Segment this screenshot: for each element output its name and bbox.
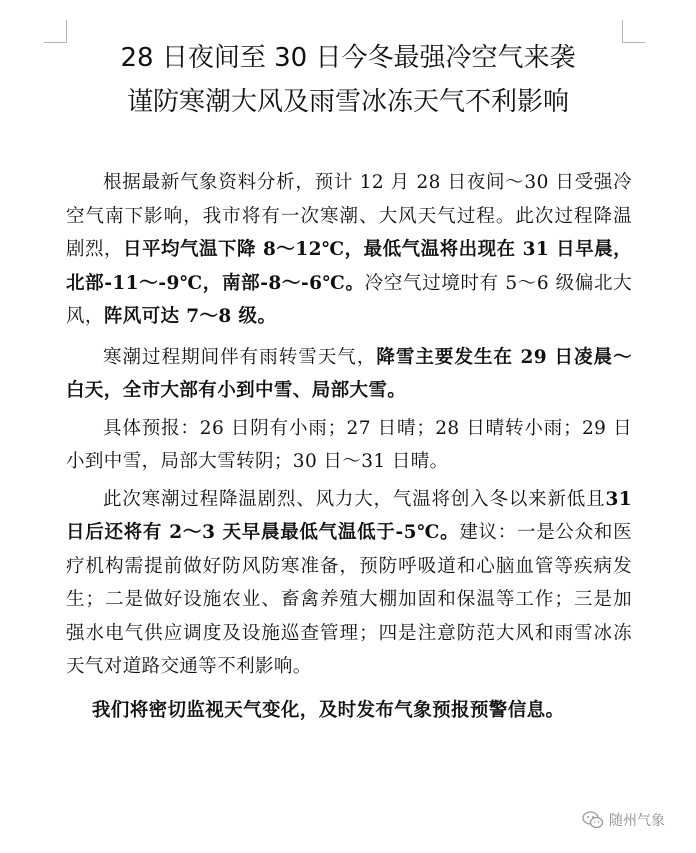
p4-text-2: 建议：一是公众和医疗机构需提前做好防风防寒准备，预防呼吸道和心脑血管等疾病发生；二是做好设施农业、畜禽养殖大棚加固和保温等工作；三是加强水电气供应调度及设施巡查管理；四是注意防范大风和雨雪冰冻天气对道路交通等不利影响。 — [66, 522, 632, 677]
p1-text-1: 根据最新气象资料分析，预计 12 月 28 日夜间～30 日受强冷空气南下影响，我市将有一次寒潮、大风天气过程。此次过程降温剧烈， — [66, 172, 632, 260]
document-title — [0, 36, 696, 124]
p2-text-1: 寒潮过程期间伴有雨转雪天气， — [103, 346, 377, 368]
title-line-1: 28 日夜间至 30 日今冬最强冷空气来袭 — [120, 43, 576, 73]
p4-text-1: 此次寒潮过程降温剧烈、风力大，气温将创入冬以来新低且 — [103, 488, 606, 510]
p1-bold-1: 日平均气温下降 8～12℃，最低气温将出现在 31 日早晨，北部-11～-9℃，南部-8～-6℃。 — [66, 239, 633, 294]
wechat-icon — [582, 810, 604, 830]
p3-text-1: 具体预报：26 日阴有小雨；27 日晴；28 日晴转小雨；29 日小到中雪，局部大雪转阴；30 日～31 日晴。 — [66, 417, 632, 472]
source-watermark — [582, 810, 665, 830]
paragraph-2 — [66, 341, 632, 408]
closing-statement: 我们将密切监视天气变化，及时发布气象预报预警信息。 — [91, 699, 565, 721]
paragraph-1 — [66, 166, 632, 334]
p1-text-2: 冷空气过境时有 5～6 级偏北大风， — [66, 272, 632, 327]
document-body — [66, 166, 632, 734]
paragraph-3 — [66, 412, 632, 479]
p1-bold-2: 阵风可达 7～8 级。 — [103, 306, 277, 327]
watermark-text: 随州气象 — [609, 813, 665, 829]
p2-bold-1: 降雪主要发生在 29 日凌晨～白天，全市大部有小到中雪、局部大雪。 — [66, 346, 632, 401]
p4-bold-1: 31 日后还将有 2～3 天早晨最低气温低于-5℃。 — [66, 488, 632, 543]
paragraph-4 — [66, 483, 632, 684]
title-line-2: 谨防寒潮大风及雨雪冰冻天气不利影响 — [126, 87, 569, 117]
